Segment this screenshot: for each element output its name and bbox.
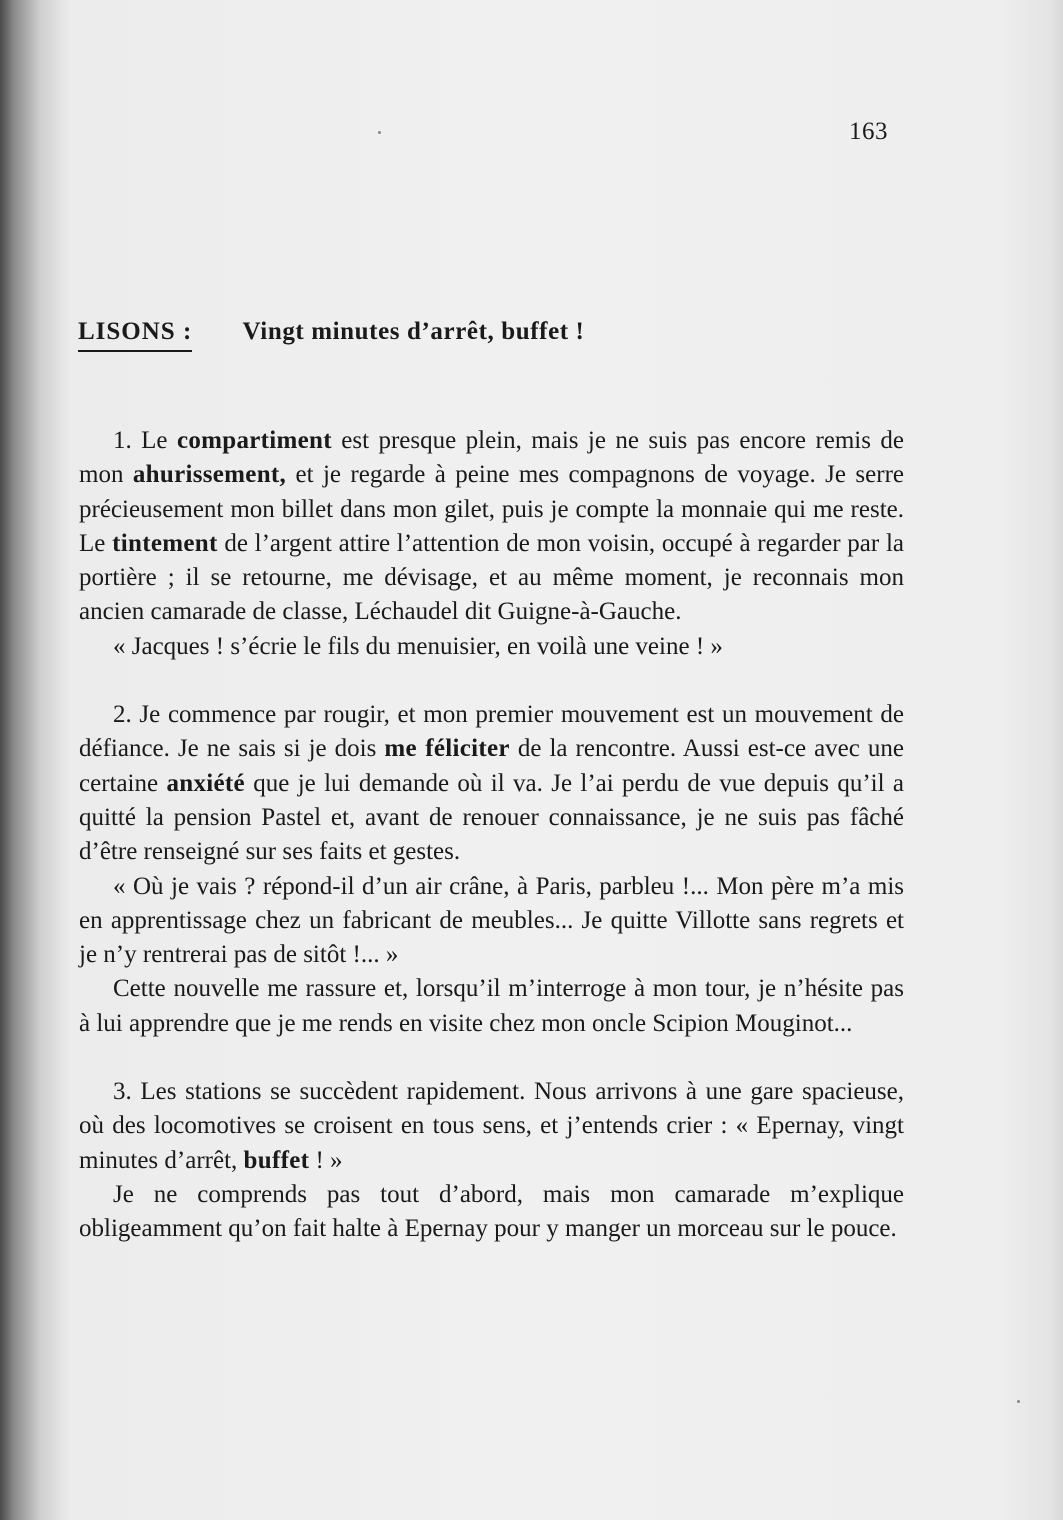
text-run: 2. Je commence par rougir, et mon premier mouvement est un mouvement de défiance. Je ne sais si je dois bbox=[79, 701, 904, 763]
paragraph-1-dialogue bbox=[79, 630, 904, 664]
text-run: « Où je vais ? répond-il d’un air crâne, à Paris, parbleu !... Mon père m’a mis en apprentissage chez un fabricant de meubles... Je quitte Villotte sans regrets et je n’y rentrerai pas de sitôt !... » bbox=[79, 872, 904, 969]
paragraph-2-dialogue bbox=[79, 870, 904, 973]
body-text bbox=[79, 424, 904, 1247]
heading-title: Vingt minutes d’arrêt, buffet ! bbox=[242, 318, 585, 345]
text-run: 3. Les stations se succèdent rapidement. Nous arrivons à une gare spacieuse, où des locomotives se croisent en tous sens, et j’entends crier : « Epernay, vingt minutes d’arrêt, bbox=[79, 1078, 904, 1174]
paper-speck bbox=[1017, 1400, 1020, 1403]
text-run: « Jacques ! s’écrie le fils du menuisier, en voilà une veine ! » bbox=[113, 632, 723, 660]
paragraph-2 bbox=[79, 698, 904, 869]
text-run: est presque plein, mais je ne suis pas encore remis de mon bbox=[79, 427, 904, 489]
paragraph-3-continued bbox=[79, 1178, 904, 1247]
paragraph-2-continued bbox=[79, 972, 904, 1041]
text-run: que je lui demande où il va. Je l’ai perdu de vue depuis qu’il a quitté la pension Pastel et, avant de renouer connaissance, je ne suis pas fâché d’être renseigné sur ses faits et gestes. bbox=[79, 769, 904, 866]
paper-speck bbox=[378, 131, 381, 134]
text-run: ! » bbox=[309, 1146, 343, 1174]
bold-term: ahurissement, bbox=[132, 461, 287, 489]
page-number: 163 bbox=[849, 118, 888, 145]
paragraph-3 bbox=[79, 1075, 904, 1178]
text-run: et je regarde à peine mes compagnons de voyage. Je serre précieusement mon billet dans mon gilet, puis je compte la monnaie qui me reste. Le bbox=[79, 461, 904, 557]
bold-term: tintement bbox=[112, 529, 218, 557]
text-run: de l’argent attire l’attention de mon voisin, occupé à regarder par la portière ; il se retourne, me dévisage, et au même moment, je reconnais mon ancien camarade de classe, Léchaudel dit Guigne-à-Gauche. bbox=[79, 529, 904, 626]
bold-term: me féliciter bbox=[384, 735, 510, 763]
text-run: Cette nouvelle me rassure et, lorsqu’il m’interroge à mon tour, je n’hésite pas à lui apprendre que je me rends en visite chez mon oncle Scipion Mouginot... bbox=[79, 975, 904, 1037]
paragraph-1 bbox=[79, 424, 904, 630]
text-run: de la rencontre. Aussi est-ce avec une certaine bbox=[79, 735, 904, 797]
bold-term: compartiment bbox=[176, 427, 332, 454]
bold-term: anxiété bbox=[166, 769, 245, 797]
text-run: Je ne comprends pas tout d’abord, mais mon camarade m’explique obligeamment qu’on fait halte à Epernay pour y manger un morceau sur le pouce. bbox=[79, 1180, 904, 1243]
heading-label: LISONS : bbox=[78, 318, 192, 352]
text-run: 1. Le bbox=[113, 427, 177, 454]
section-heading bbox=[78, 318, 584, 352]
bold-term: buffet bbox=[243, 1146, 310, 1174]
